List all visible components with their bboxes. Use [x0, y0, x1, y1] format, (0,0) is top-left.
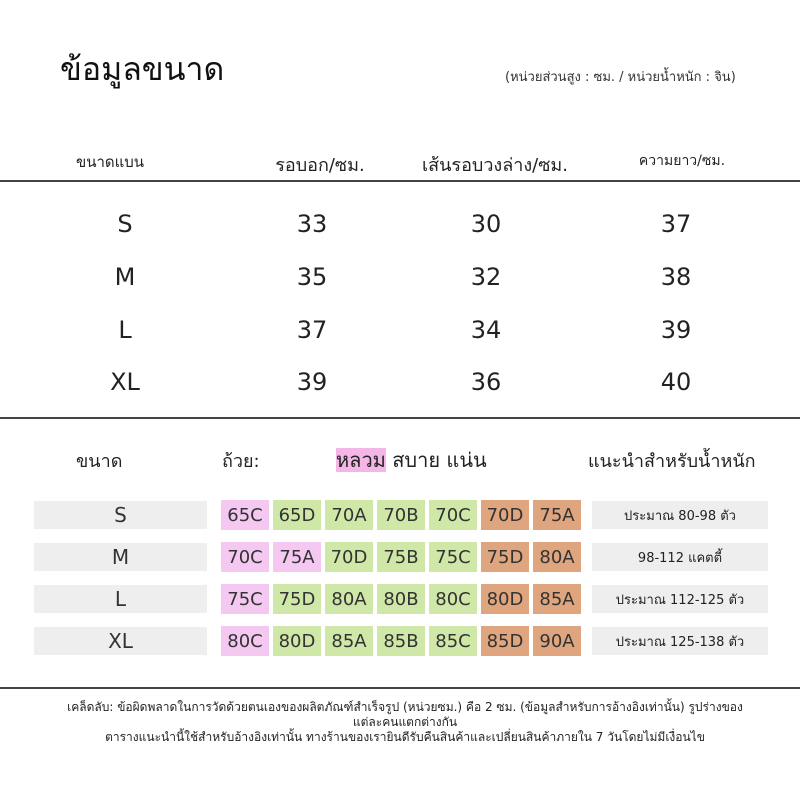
cup-cell: 85A — [325, 626, 373, 656]
cup-cell: 70D — [481, 500, 529, 530]
cup-cell: 85A — [533, 584, 581, 614]
size-label: L — [118, 316, 132, 344]
cup-cell: 75C — [429, 542, 477, 572]
unit-note: (หน่วยส่วนสูง : ซม. / หน่วยน้ำหนัก : จิน) — [505, 70, 736, 85]
under-value: 34 — [470, 316, 502, 344]
page-title: ข้อมูลขนาด — [60, 50, 225, 88]
cup-cell: 75B — [377, 542, 425, 572]
fit-size-label: L — [34, 585, 207, 613]
fit-header-size: ขนาด — [76, 451, 123, 472]
header-flat-size: ขนาดแบน — [75, 153, 145, 171]
cup-cell: 80A — [325, 584, 373, 614]
under-value: 36 — [470, 368, 502, 396]
feel-loose-label: หลวม — [336, 448, 386, 472]
cup-cell: 75A — [273, 542, 321, 572]
cup-cell: 85B — [377, 626, 425, 656]
chest-value: 33 — [296, 210, 328, 238]
cup-cell: 75A — [533, 500, 581, 530]
weight-recommendation: ประมาณ 80-98 ตัว — [592, 501, 768, 529]
cup-cell: 80D — [273, 626, 321, 656]
cup-cell: 70B — [377, 500, 425, 530]
footnote-return-policy: ตารางแนะนำนี้ใช้สำหรับอ้างอิงเท่านั้น ทางร้านของเรายินดีรับคืนสินค้าและเปลี่ยนสินค้าภายใน 7 วันโดยไม่มีเงื่อนไข — [105, 730, 705, 744]
fit-header-feel — [336, 444, 487, 476]
header-under-chest: เส้นรอบวงล่าง/ซม. — [421, 155, 569, 176]
cup-cell: 90A — [533, 626, 581, 656]
weight-recommendation: ประมาณ 112-125 ตัว — [592, 585, 768, 613]
cup-cell: 85C — [429, 626, 477, 656]
size-label: XL — [110, 368, 140, 396]
cup-cell: 75C — [221, 584, 269, 614]
length-value: 38 — [660, 263, 692, 291]
fit-size-label: S — [34, 501, 207, 529]
cup-cell: 75D — [273, 584, 321, 614]
footnote-tip: เคล็ดลับ: ข้อผิดพลาดในการวัดด้วยตนเองของผลิตภัณฑ์สำเร็จรูป (หน่วยซม.) คือ 2 ซม. (ข้อมูลสำหรับการอ้างอิงเท่านั้น) รูปร่างของแต่ละคนแตกต่างกัน — [67, 700, 743, 729]
cup-cell: 75D — [481, 542, 529, 572]
fit-header-recommend: แนะนำสำหรับน้ำหนัก — [588, 451, 756, 472]
cup-cell: 65D — [273, 500, 321, 530]
cup-cell: 70A — [325, 500, 373, 530]
cup-cell: 80D — [481, 584, 529, 614]
cup-cell: 85D — [481, 626, 529, 656]
header-length: ความยาว/ซม. — [638, 153, 726, 169]
footnote — [60, 700, 750, 745]
length-value: 37 — [660, 210, 692, 238]
weight-recommendation: ประมาณ 125-138 ตัว — [592, 627, 768, 655]
header-chest: รอบอก/ซม. — [275, 155, 365, 176]
weight-recommendation: 98-112 แคตตี้ — [592, 543, 768, 571]
divider-bottom — [0, 687, 800, 689]
cup-cell: 80C — [429, 584, 477, 614]
chest-value: 35 — [296, 263, 328, 291]
cup-cell: 80A — [533, 542, 581, 572]
cup-cell: 80C — [221, 626, 269, 656]
fit-header-cup: ถ้วย: — [222, 451, 260, 472]
under-value: 32 — [470, 263, 502, 291]
divider-middle — [0, 417, 800, 419]
cup-cell: 65C — [221, 500, 269, 530]
cup-cell: 70D — [325, 542, 373, 572]
chest-value: 39 — [296, 368, 328, 396]
length-value: 39 — [660, 316, 692, 344]
cup-cell: 70C — [429, 500, 477, 530]
size-label: M — [114, 263, 136, 291]
under-value: 30 — [470, 210, 502, 238]
feel-rest-label: สบาย แน่น — [385, 448, 487, 472]
length-value: 40 — [660, 368, 692, 396]
fit-size-label: XL — [34, 627, 207, 655]
fit-size-label: M — [34, 543, 207, 571]
chest-value: 37 — [296, 316, 328, 344]
divider-top — [0, 180, 800, 182]
cup-cell: 80B — [377, 584, 425, 614]
size-label: S — [117, 210, 133, 238]
cup-cell: 70C — [221, 542, 269, 572]
